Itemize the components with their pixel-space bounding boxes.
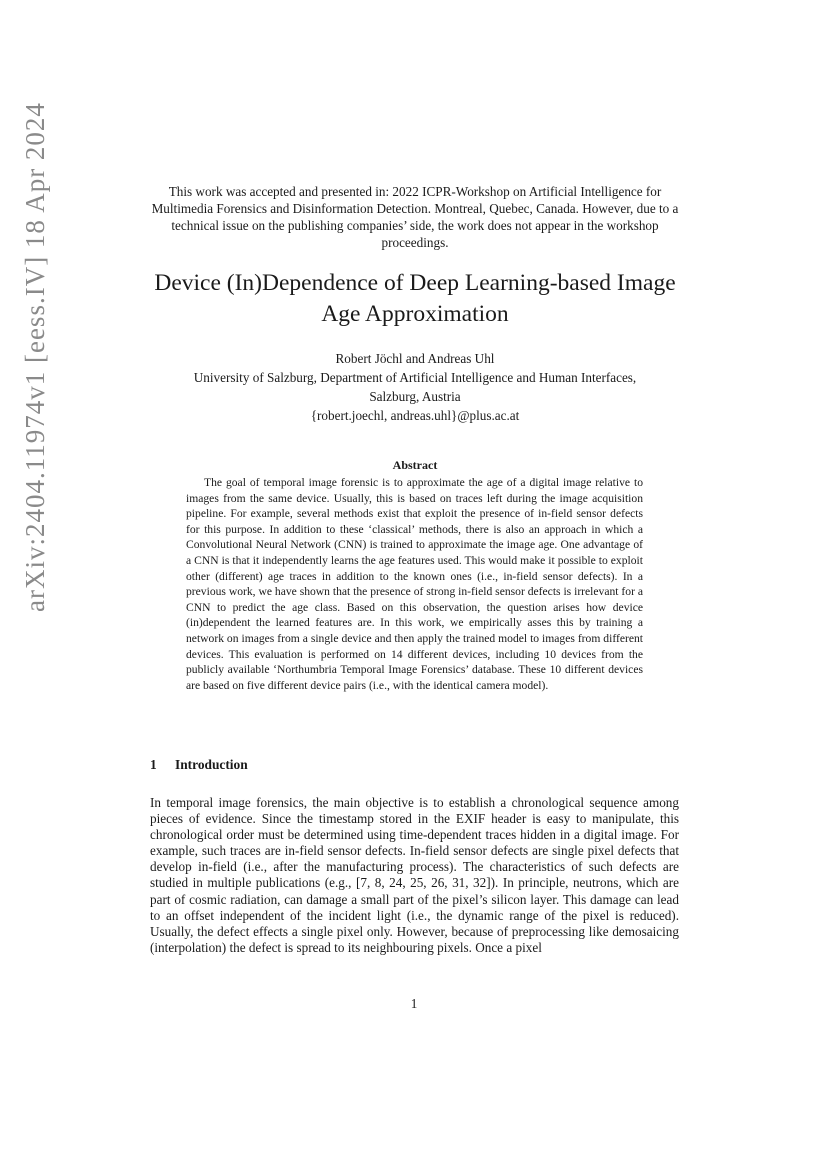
arxiv-identifier-stamp: arXiv:2404.11974v1 [eess.IV] 18 Apr 2024 [20, 102, 50, 612]
affiliation-line-1: University of Salzburg, Department of Artificial Intelligence and Human Interfaces, [193, 370, 637, 385]
paper-title: Device (In)Dependence of Deep Learning-based Image Age Approximation [154, 270, 676, 327]
abstract-heading: Abstract [392, 458, 438, 472]
affiliation-line-2: Salzburg, Austria [369, 389, 461, 404]
author-names: Robert Jöchl and Andreas Uhl [335, 351, 495, 366]
author-email: {robert.joechl, andreas.uhl}@plus.ac.at [310, 408, 520, 423]
abstract-text: The goal of temporal image forensic is to approximate the age of a digital image relative to images from the same device. Usually, this is based on traces left during the image acquisition pipeline. For example, several methods exist that exploit the presence of in-field sensor defects for this purpose. In addition to these ‘classical’ methods, there is also an approach in which a Convolutional Neural Network (CNN) is trained to approximate the image age. One advantage of a CNN is that it independently learns the age features used. This would make it possible to exploit other (different) age traces in addition to the known ones (i.e., in-field sensor defects). In a previous work, we have shown that the presence of strong in-field sensor defects is irrelevant for a CNN to predict the age class. Based on this observation, the question arises how device (in)dependent the learned features are. In this work, we empirically asses this by training a network on images from a single device and then apply the trained model to images from different devices. This evaluation is performed on 14 different devices, including 10 devices from the publicly available ‘Northumbria Temporal Image Forensics’ database. These 10 different devices are based on five different device pairs (i.e., with the identical camera model). [186, 476, 643, 692]
section-number: 1 [150, 757, 157, 772]
author-block [150, 349, 680, 425]
publication-note: This work was accepted and presented in: 2022 ICPR-Workshop on Artificial Intelligence for Multimedia Forensics and Disinformation Detection. Montreal, Quebec, Canada. However, due to a technical issue on the publishing companies’ side, the work does not appear in the workshop proceedings. [151, 184, 679, 250]
section-title: Introduction [175, 757, 248, 772]
introduction-text: In temporal image forensics, the main objective is to establish a chronological sequence among pieces of evidence. Since the timestamp stored in the EXIF header is easy to manipulate, this chronological order must be determined using time-dependent traces hidden in a digital image. For example, such traces are in-field sensor defects. In-field sensor defects are single pixel defects that develop in-field (i.e., after the manufacturing process). The characteristics of such defects are studied in multiple publications (e.g., [7, 8, 24, 25, 26, 31, 32]). In principle, neutrons, which are part of cosmic radiation, can damage a small part of the pixel’s silicon layer. This damage can lead to an offset independent of the incident light (i.e., the dynamic range of the pixel is reduced). Usually, the defect effects a single pixel only. However, because of preprocessing like demosaicing (interpolation) the defect is spread to its neighbouring pixels. Once a pixel [150, 795, 679, 955]
page-number: 1 [410, 996, 418, 1011]
section-heading [150, 757, 248, 773]
